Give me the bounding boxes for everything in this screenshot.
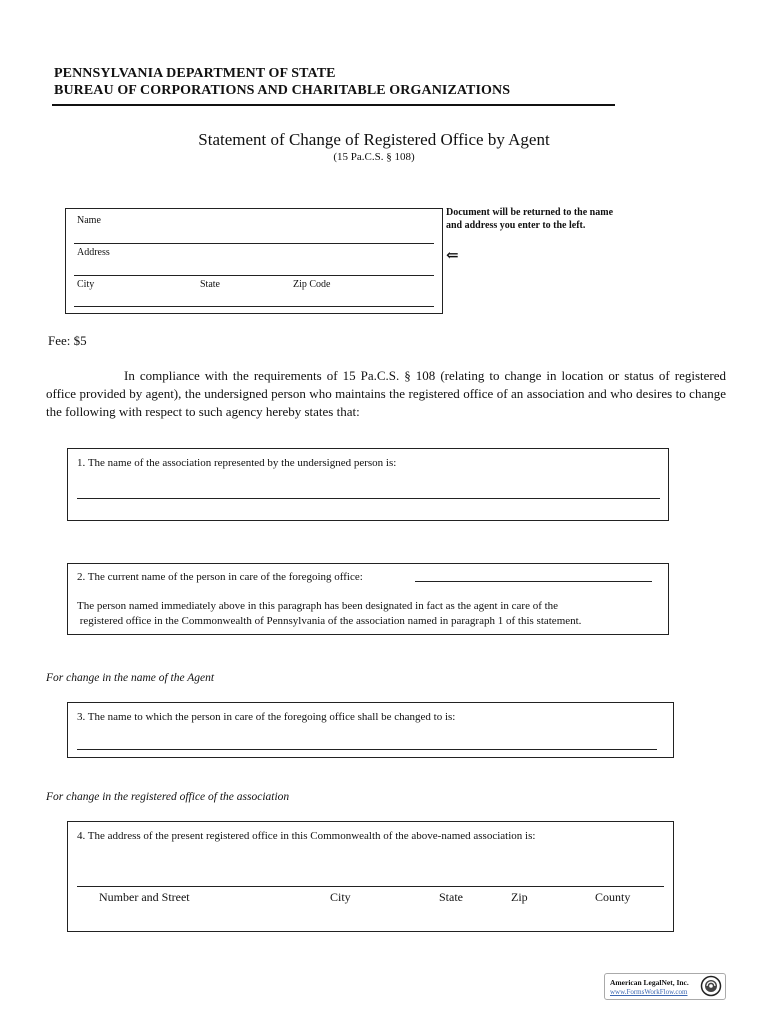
publisher-name: American LegalNet, Inc. bbox=[610, 978, 689, 987]
section-2-label: 2. The current name of the person in care of the foregoing office: bbox=[77, 571, 363, 583]
department-heading: PENNSYLVANIA DEPARTMENT OF STATE bbox=[54, 66, 336, 81]
publisher-logo-icon bbox=[700, 975, 722, 997]
column-zip: Zip bbox=[511, 890, 528, 904]
fee-amount: Fee: $5 bbox=[48, 333, 87, 348]
office-address-input-line[interactable] bbox=[77, 886, 664, 887]
office-change-heading: For change in the registered office of the association bbox=[46, 791, 290, 803]
column-city: City bbox=[330, 890, 351, 904]
column-state: State bbox=[439, 890, 463, 904]
section-1-number: 1. bbox=[77, 457, 86, 469]
form-title: Statement of Change of Registered Office by Agent bbox=[198, 130, 550, 149]
section-1-label bbox=[77, 457, 396, 469]
header-divider bbox=[52, 104, 615, 106]
return-address-box bbox=[65, 208, 443, 314]
zip-code-label: Zip Code bbox=[293, 279, 331, 290]
section-3-box bbox=[67, 702, 674, 758]
section-1-box bbox=[67, 448, 669, 521]
column-county: County bbox=[595, 890, 631, 904]
section-2-note-line-2: registered office in the Commonwealth of Pennsylvania of the association named in paragraph 1 of this statement. bbox=[77, 615, 582, 627]
section-4-box bbox=[67, 821, 674, 932]
section-3-label: 3. The name to which the person in care of the foregoing office shall be changed to is: bbox=[77, 711, 456, 723]
city-label: City bbox=[77, 279, 95, 290]
address-label: Address bbox=[77, 247, 110, 258]
intro-text: In compliance with the requirements of 15 Pa.C.S. § 108 (relating to change in location or status of registered office provided by agent), the undersigned person who maintains the registered office of an association and who desires to change the following with respect to such agency hereby states that: bbox=[46, 368, 726, 419]
section-4-label: 4. The address of the present registered office in this Commonwealth of the above-named association is: bbox=[77, 830, 536, 842]
bureau-heading: BUREAU OF CORPORATIONS AND CHARITABLE ORGANIZATIONS bbox=[54, 83, 511, 98]
name-input-line[interactable] bbox=[74, 243, 434, 244]
left-arrow-icon: ⇐ bbox=[446, 248, 459, 264]
intro-paragraph bbox=[46, 367, 726, 421]
section-1-text: The name of the association represented by the undersigned person is: bbox=[87, 457, 397, 469]
name-label: Name bbox=[77, 215, 101, 226]
address-input-line[interactable] bbox=[74, 275, 434, 276]
new-agent-name-input-line[interactable] bbox=[77, 749, 657, 750]
current-agent-input-line[interactable] bbox=[415, 581, 652, 582]
association-name-input-line[interactable] bbox=[77, 498, 660, 499]
section-2-box bbox=[67, 563, 669, 635]
agent-change-heading: For change in the name of the Agent bbox=[46, 672, 215, 684]
city-state-zip-input-line[interactable] bbox=[74, 306, 434, 307]
publisher-url[interactable]: www.FormsWorkFlow.com bbox=[610, 988, 688, 996]
publisher-badge[interactable] bbox=[604, 973, 726, 1000]
section-2-note-line-1: The person named immediately above in this paragraph has been designated in fact as the agent in care of the bbox=[77, 600, 559, 612]
statute-citation: (15 Pa.C.S. § 108) bbox=[333, 151, 415, 163]
state-label: State bbox=[200, 279, 220, 290]
return-note: Document will be returned to the name and address you enter to the left. bbox=[446, 207, 614, 231]
column-number-and-street: Number and Street bbox=[99, 890, 190, 904]
